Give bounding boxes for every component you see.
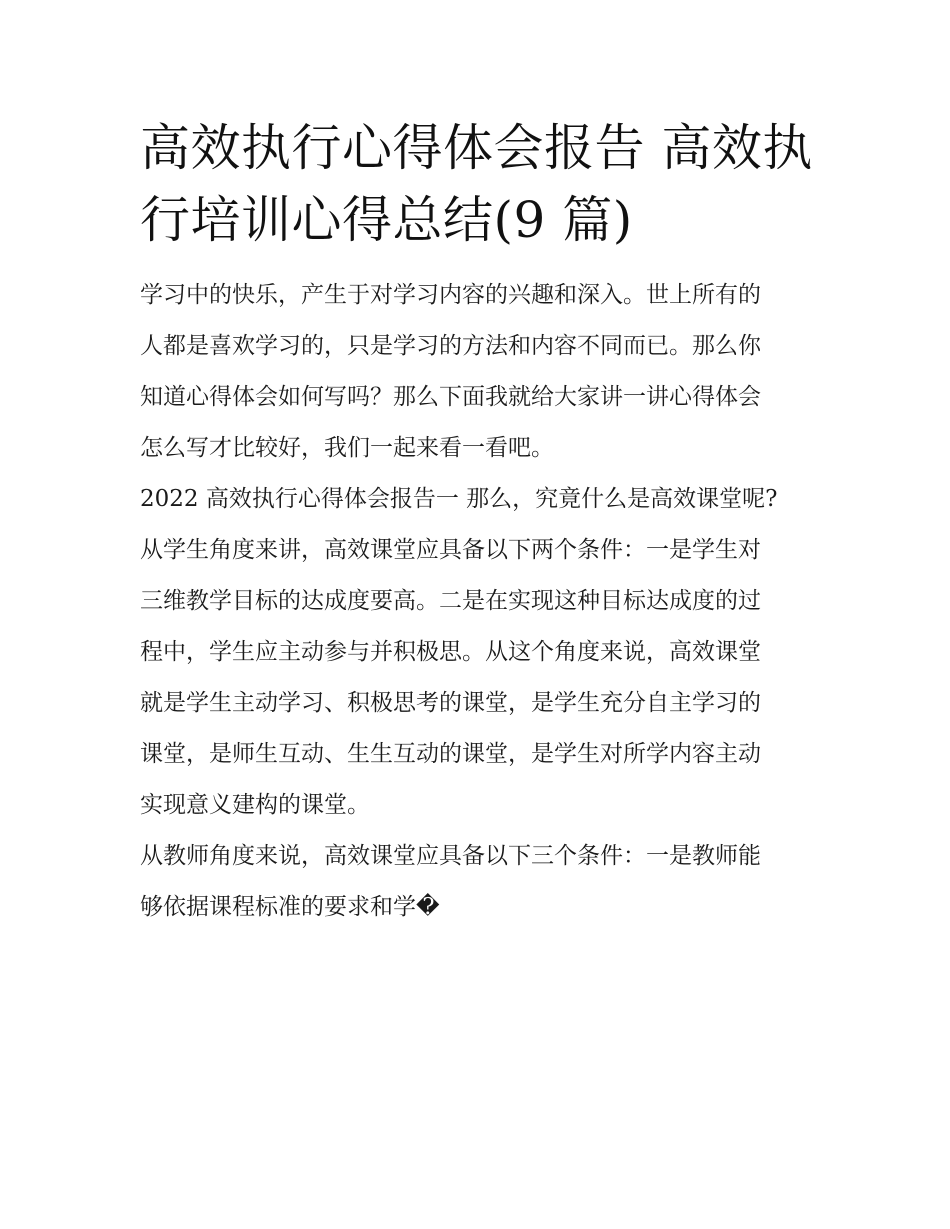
body-line: 够依据课程标准的要求和学� — [140, 894, 440, 920]
title-line-1: 高效执行心得体会报告 高效执 — [140, 119, 813, 177]
body-line: 从教师角度来说，高效课堂应具备以下三个条件：一是教师能 — [140, 843, 761, 869]
title-line-2: 行培训心得总结(9 篇) — [140, 191, 633, 249]
body-line: 学习中的快乐，产生于对学习内容的兴趣和深入。世上所有的 — [140, 282, 761, 308]
document-page — [140, 112, 812, 933]
body-line: 程中，学生应主动参与并积极思。从这个角度来说，高效课堂 — [140, 639, 761, 665]
body-line: 知道心得体会如何写吗？那么下面我就给大家讲一讲心得体会 — [140, 384, 761, 410]
body-line: 2022 高效执行心得体会报告一 那么，究竟什么是高效课堂呢? — [140, 486, 778, 512]
document-body — [140, 270, 812, 933]
body-line: 怎么写才比较好，我们一起来看一看吧。 — [140, 435, 554, 461]
body-line: 三维教学目标的达成度要高。二是在实现这种目标达成度的过 — [140, 588, 761, 614]
body-line: 从学生角度来讲，高效课堂应具备以下两个条件：一是学生对 — [140, 537, 761, 563]
body-line: 就是学生主动学习、积极思考的课堂，是学生充分自主学习的 — [140, 690, 761, 716]
body-line: 实现意义建构的课堂。 — [140, 792, 370, 818]
body-line: 人都是喜欢学习的，只是学习的方法和内容不同而已。那么你 — [140, 333, 761, 359]
body-line: 课堂，是师生互动、生生互动的课堂，是学生对所学内容主动 — [140, 741, 761, 767]
document-title — [140, 112, 812, 256]
